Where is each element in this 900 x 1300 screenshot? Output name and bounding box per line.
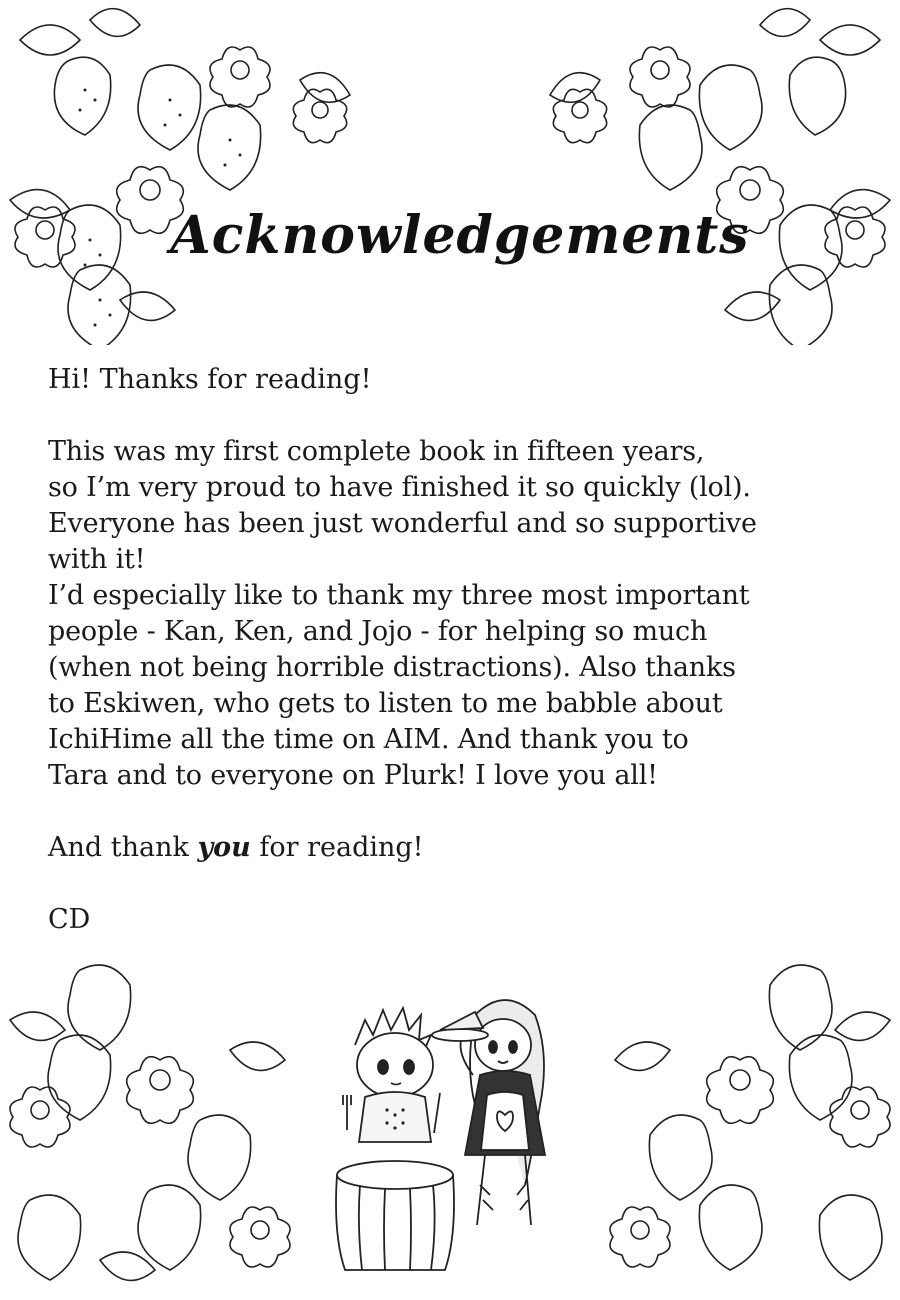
paragraph-line: I’d especially like to thank my three most important: [48, 580, 750, 611]
closing-text-after: for reading!: [250, 832, 424, 863]
paragraph-line: (when not being horrible distractions). Also thanks: [48, 652, 736, 683]
closing-emphasis: you: [197, 832, 251, 863]
paragraph-line: Tara and to everyone on Plurk! I love you all!: [48, 760, 658, 791]
main-paragraph: [48, 434, 878, 794]
paragraph-line: Everyone has been just wonderful and so supportive: [48, 508, 757, 539]
closing-text-before: And thank: [48, 832, 198, 863]
paragraph-line: This was my first complete book in fifteen years,: [48, 436, 705, 467]
strawberry-flower-border-icon: [540, 0, 900, 345]
strawberry-flower-border-icon: [590, 960, 900, 1300]
paragraph-line: IchiHime all the time on AIM. And thank you to: [48, 724, 689, 755]
chibi-characters-illustration: [325, 975, 605, 1275]
greeting-line: Hi! Thanks for reading!: [48, 364, 372, 395]
strawberry-flower-border-icon: [0, 960, 330, 1300]
strawberry-flower-border-icon: [0, 0, 360, 345]
paragraph-line: with it!: [48, 544, 146, 575]
signature: CD: [48, 904, 91, 935]
paragraph-line: people - Kan, Ken, and Jojo - for helping so much: [48, 616, 708, 647]
letter-body: [48, 362, 878, 938]
paragraph-line: so I’m very proud to have finished it so quickly (lol).: [48, 472, 751, 503]
closing-line: [48, 830, 878, 866]
page-title: Acknowledgements: [170, 205, 750, 266]
paragraph-line: to Eskiwen, who gets to listen to me babble about: [48, 688, 723, 719]
